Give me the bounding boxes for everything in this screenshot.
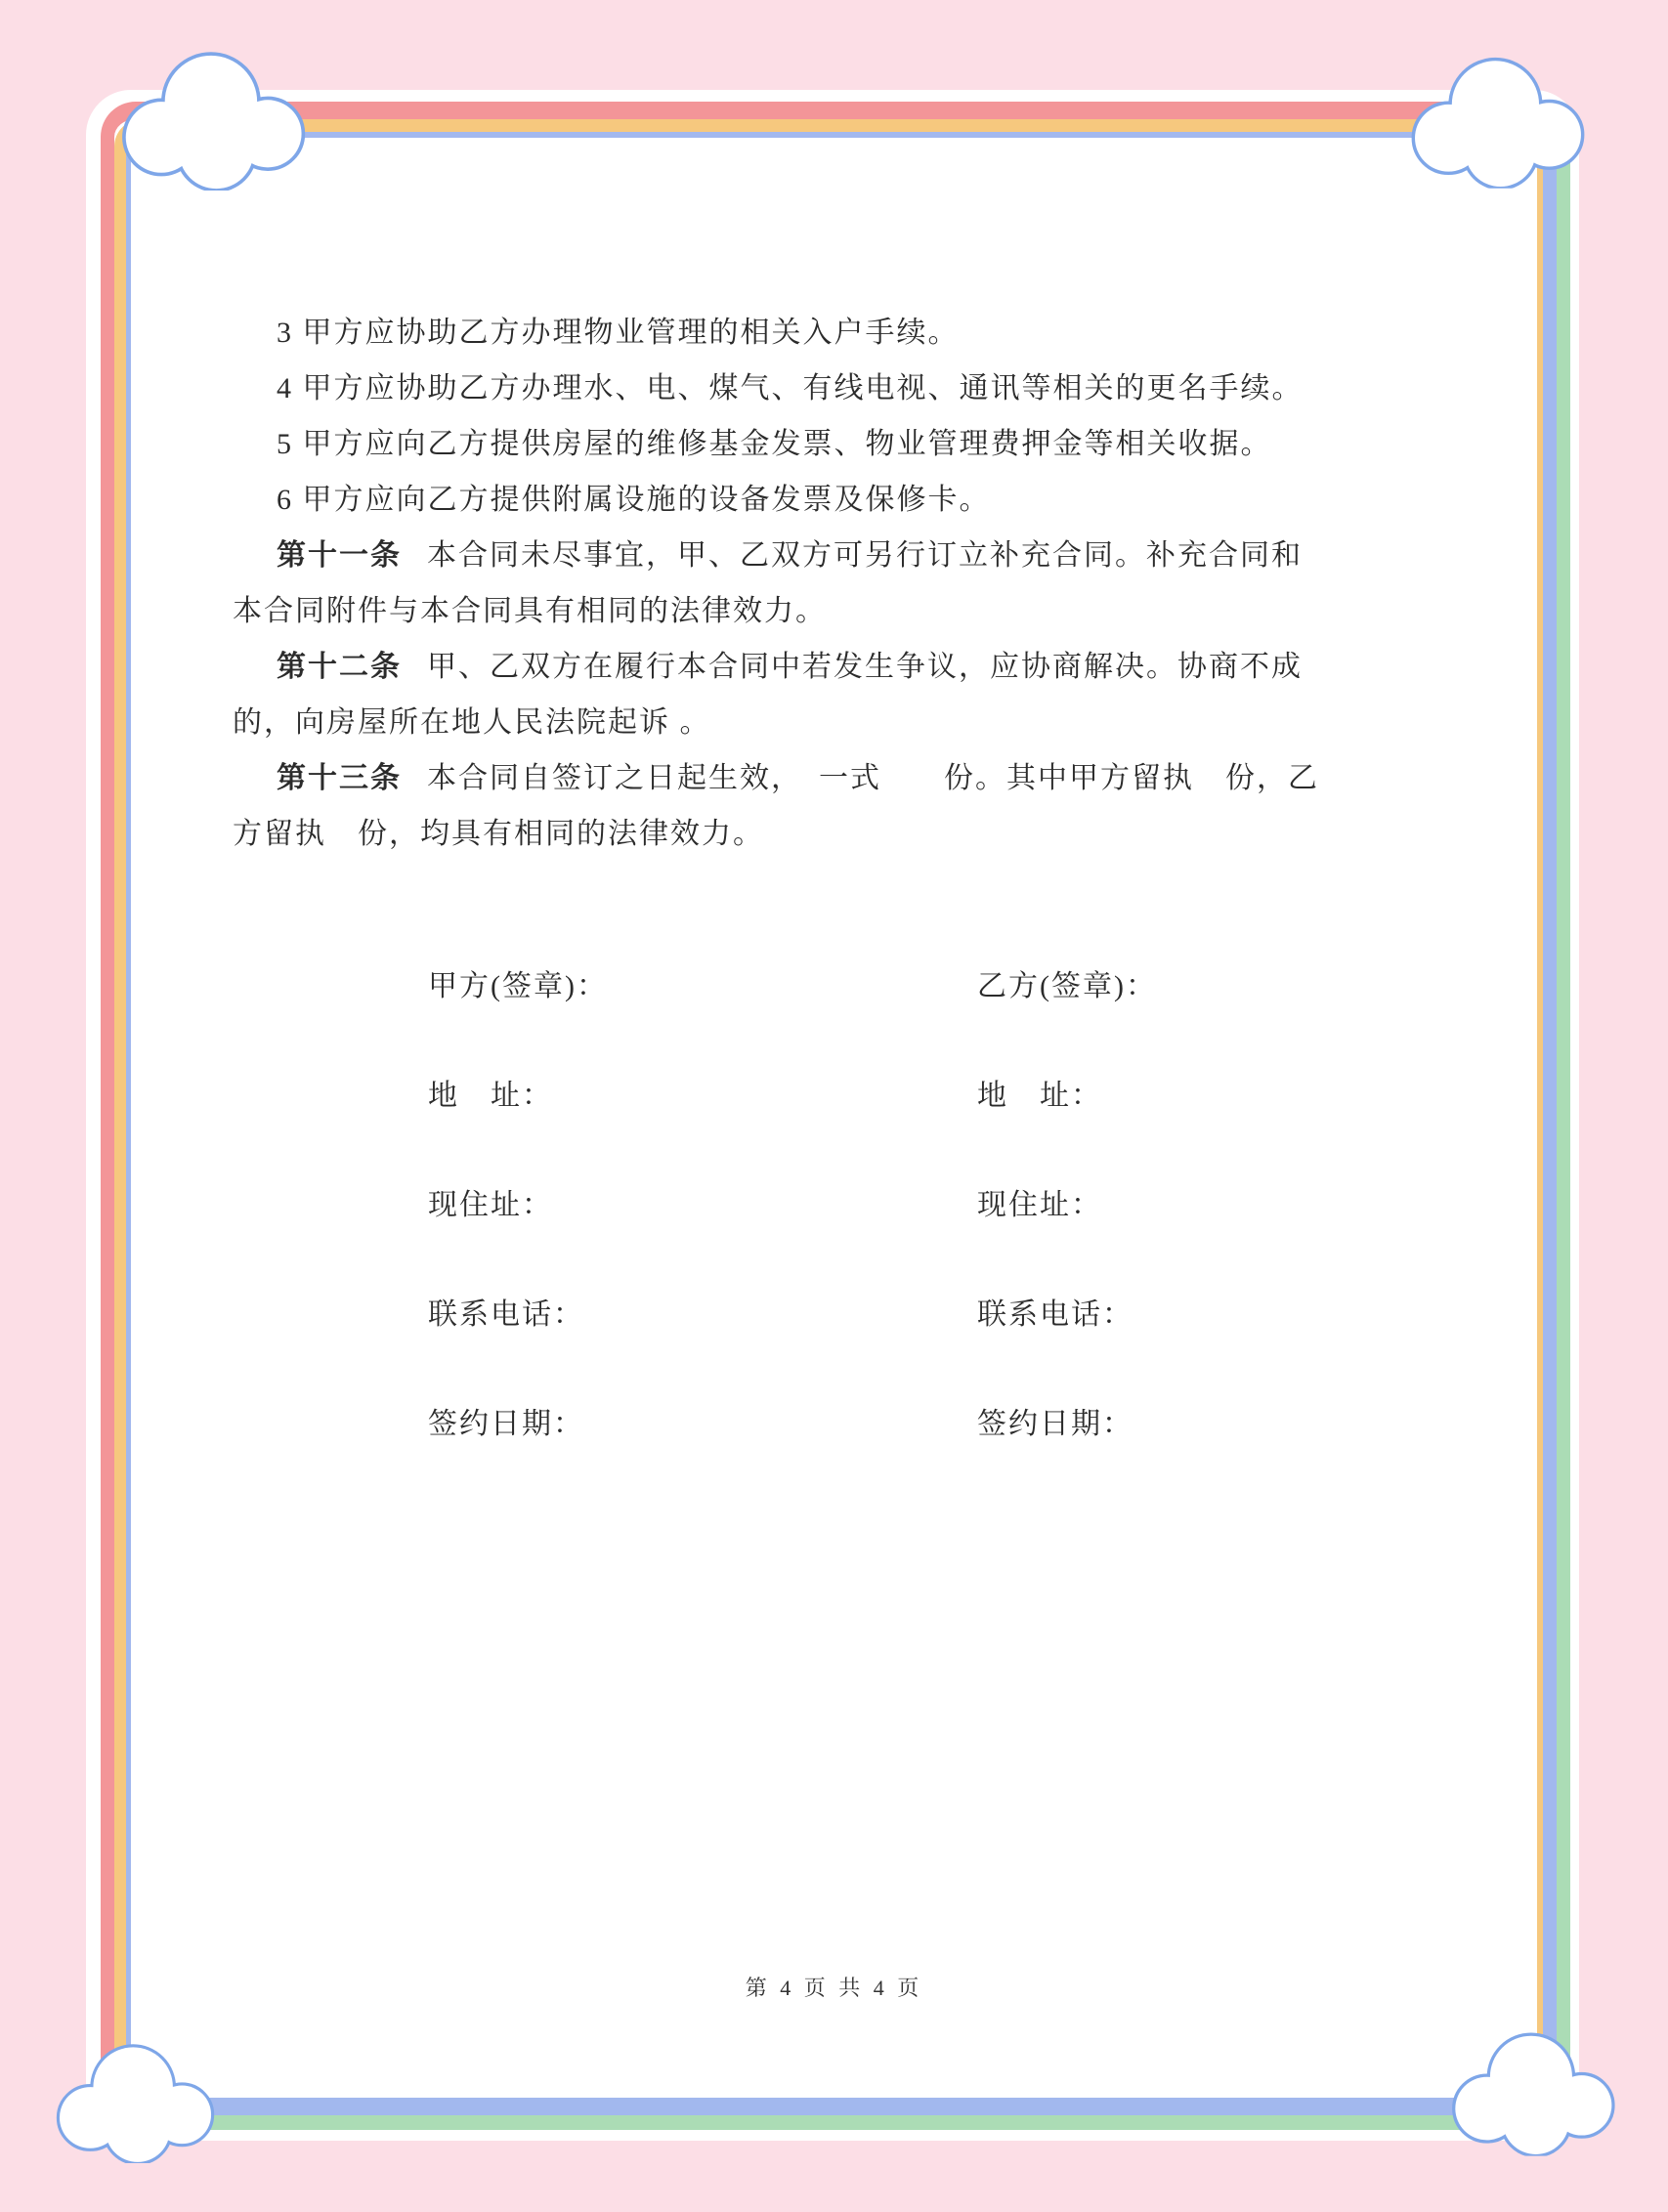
clause-text: 本合同未尽事宜，甲、乙双方可另行订立补充合同。补充合同和 [427,539,1303,572]
article-line [233,639,1337,695]
clause-text: 本合同附件与本合同具有相同的法律效力。 [233,595,827,627]
clause-text: 6 甲方应向乙方提供附属设施的设备发票及保修卡。 [277,484,991,516]
cloud-icon [49,2038,233,2163]
clause-line [233,472,1337,528]
party-b-seal-label: 乙方(签章)： [977,970,1157,1002]
clause-text: 5 甲方应向乙方提供房屋的维修基金发票、物业管理费押金等相关收据。 [277,428,1272,460]
party-b-signature-block [977,969,1157,1516]
article-line [233,528,1337,583]
party-a-phone-label: 联系电话： [428,1298,584,1331]
party-a-seal-label: 甲方(签章)： [428,970,608,1002]
clause-line [233,361,1337,416]
article-number: 第十一条 [277,539,402,572]
party-a-signature-block [428,969,608,1516]
clause-line [233,583,1337,639]
clause-line [233,416,1337,472]
party-a-residence-label: 现住址： [428,1189,553,1221]
cloud-icon [1444,2026,1634,2156]
party-a-address-label: 地 址： [428,1080,553,1112]
article-number: 第十二条 [277,651,402,683]
clause-line [233,695,1337,750]
party-b-address-label: 地 址： [977,1080,1102,1112]
clause-line [233,305,1337,361]
clause-text: 的，向房屋所在地人民法院起诉 。 [233,706,711,739]
party-b-residence-label: 现住址： [977,1189,1102,1221]
party-b-phone-label: 联系电话： [977,1298,1133,1331]
article-line [233,750,1337,806]
cloud-icon [1403,51,1604,189]
contract-body [233,305,1337,862]
clause-text: 4 甲方应协助乙方办理水、电、煤气、有线电视、通讯等相关的更名手续。 [277,372,1304,404]
page-number-footer: 第 4 页 共 4 页 [745,1976,923,2000]
cloud-icon [113,45,326,191]
party-a-sign-date-label: 签约日期： [428,1408,584,1440]
article-number: 第十三条 [277,762,402,794]
clause-text: 3 甲方应协助乙方办理物业管理的相关入户手续。 [277,317,960,349]
clause-text: 甲、乙双方在履行本合同中若发生争议，应协商解决。协商不成 [427,651,1303,683]
party-b-sign-date-label: 签约日期： [977,1408,1133,1440]
clause-text: 本合同自签订之日起生效， 一式 份。其中甲方留执 份，乙 [427,762,1319,794]
clause-line [233,806,1337,862]
clause-text: 方留执 份，均具有相同的法律效力。 [233,818,764,850]
